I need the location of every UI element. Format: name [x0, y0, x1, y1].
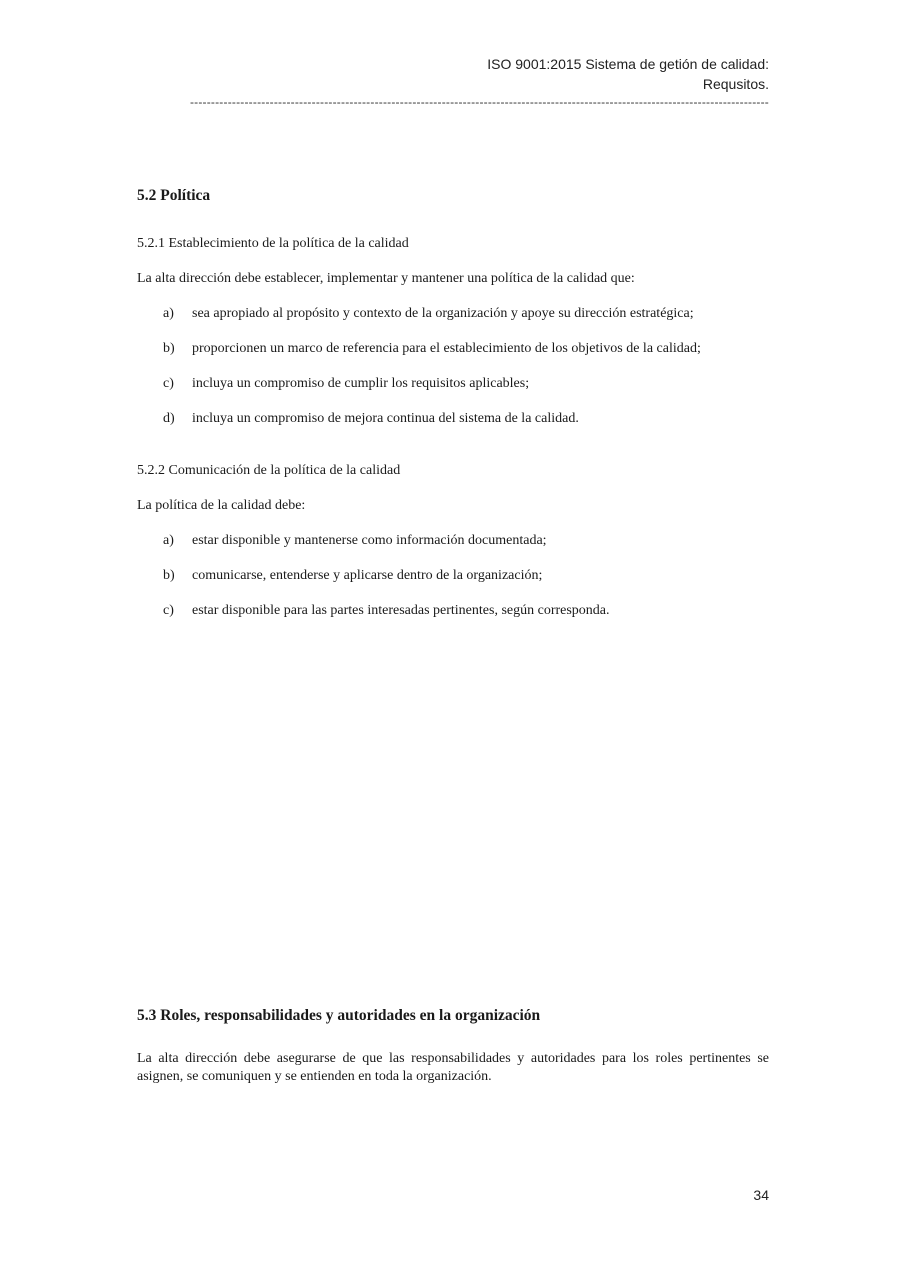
list-item — [163, 532, 547, 550]
list-marker: c) — [163, 603, 174, 618]
list-marker: a) — [163, 533, 174, 548]
list-item-text: sea apropiado al propósito y contexto de la organización y apoye su dirección estratégica; — [192, 306, 694, 321]
header-title-line2: Requsitos. — [702, 76, 769, 92]
list-item — [163, 602, 610, 620]
header-dashed-rule: ------------------------------------------------------------------------------------------------------------------------------------------ — [189, 95, 769, 109]
list-item-text: estar disponible para las partes interesadas pertinentes, según corresponda. — [192, 603, 610, 618]
list-item-text: incluya un compromiso de mejora continua del sistema de la calidad. — [192, 411, 579, 426]
page-header — [137, 54, 769, 94]
list-marker: b) — [163, 568, 175, 583]
list-item-text: incluya un compromiso de cumplir los requisitos aplicables; — [192, 376, 530, 391]
list-item-text: comunicarse, entenderse y aplicarse dentro de la organización; — [192, 568, 543, 583]
list-item — [163, 340, 701, 358]
subsection-5-2-2-intro: La política de la calidad debe: — [137, 498, 306, 513]
list-marker: a) — [163, 306, 174, 321]
page-number: 34 — [753, 1187, 769, 1203]
subsection-5-2-1-intro: La alta dirección debe establecer, implementar y mantener una política de la calidad que: — [137, 271, 635, 286]
section-5-3-heading: 5.3 Roles, responsabilidades y autoridades en la organización — [137, 1007, 541, 1024]
subsection-5-2-2-heading: 5.2.2 Comunicación de la política de la calidad — [137, 463, 401, 478]
subsection-5-2-1-heading: 5.2.1 Establecimiento de la política de la calidad — [137, 236, 409, 251]
list-item — [163, 305, 694, 323]
list-item — [163, 567, 542, 585]
section-5-3-body: La alta dirección debe asegurarse de que las responsabilidades y autoridades para los roles pertinentes se asignen, se comuniquen y se entienden en toda la organización. — [137, 1051, 769, 1084]
list-item — [163, 375, 529, 393]
list-marker: b) — [163, 341, 175, 356]
header-title-line1: ISO 9001:2015 Sistema de getión de calidad: — [487, 56, 769, 72]
list-item-text: estar disponible y mantenerse como información documentada; — [192, 533, 547, 548]
section-5-2-heading: 5.2 Política — [137, 187, 211, 204]
list-marker: d) — [163, 411, 175, 426]
list-marker: c) — [163, 376, 174, 391]
list-item — [163, 410, 579, 428]
list-item-text: proporcionen un marco de referencia para el establecimiento de los objetivos de la calidad; — [192, 341, 701, 356]
